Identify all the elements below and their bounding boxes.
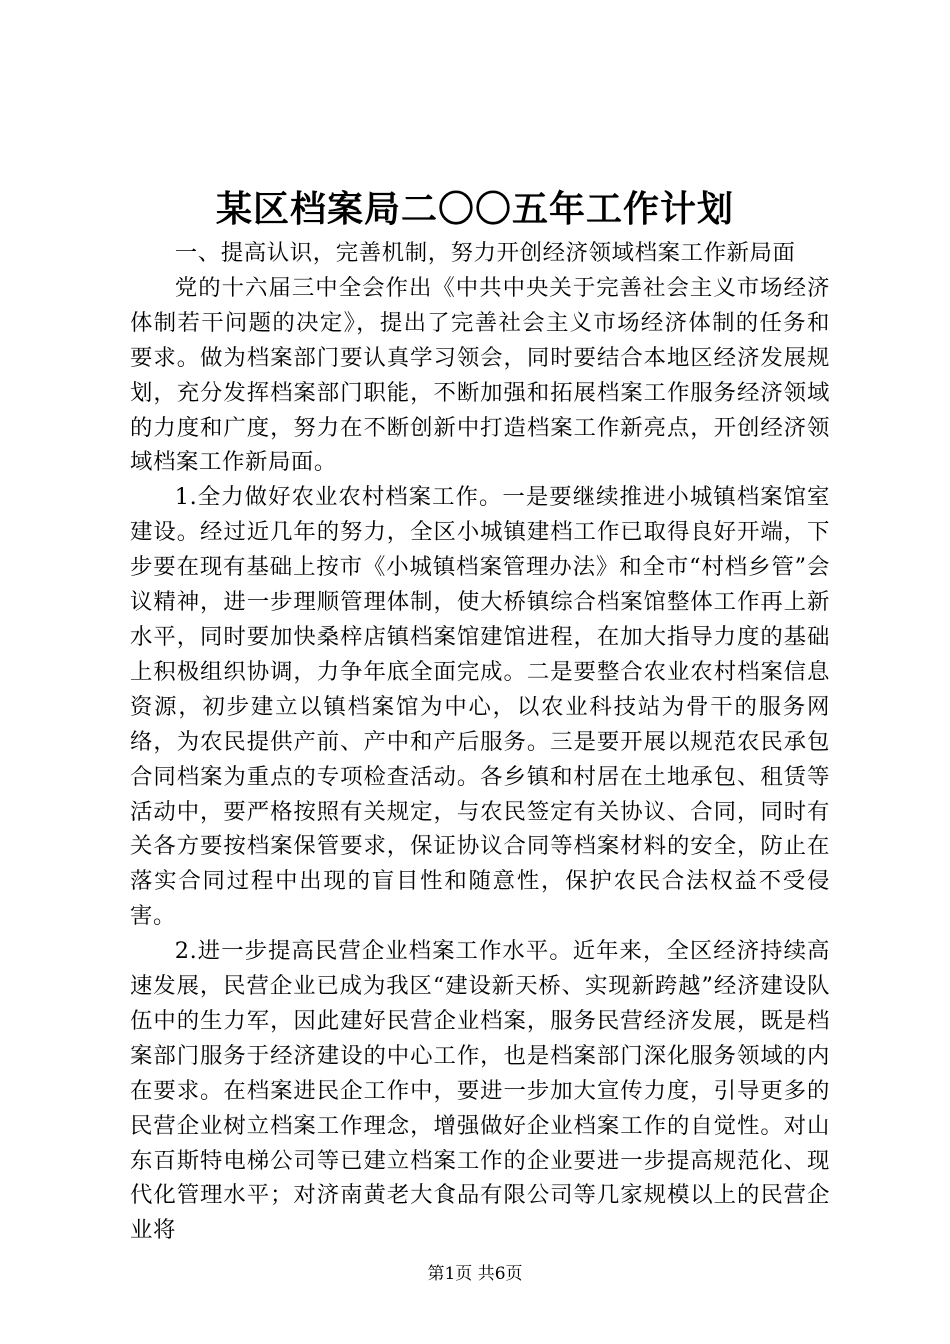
body-paragraph: 2.进一步提高民营企业档案工作水平。近年来，全区经济持续高速发展，民营企业已成为我区“建设新天桥、实现新跨越”经济建设队伍中的生力军，因此建好民营企业档案，服务民营经济发展，既是档案部门服务于经济建设的中心工作，也是档案部门深化服务领域的内在要求。在档案进民企工作中，要进一步加大宣传力度，引导更多的民营企业树立档案工作理念，增强做好企业档案工作的自觉性。对山东百斯特电梯公司等已建立档案工作的企业要进一步提高规范化、现代化管理水平；对济南黄老大食品有限公司等几家规模以上的民营企业将 bbox=[130, 938, 830, 1244]
page-footer: 第1页 共6页 bbox=[427, 1264, 523, 1284]
body-paragraph: 党的十六届三中全会作出《中共中央关于完善社会主义市场经济体制若干问题的决定》，提出了完善社会主义市场经济体制的任务和要求。做为档案部门要认真学习领会，同时要结合本地区经济发展规划，充分发挥档案部门职能，不断加强和拓展档案工作服务经济领域的力度和广度，努力在不断创新中打造档案工作新亮点，开创经济领域档案工作新局面。 bbox=[130, 274, 830, 476]
body-paragraph: 1.全力做好农业农村档案工作。一是要继续推进小城镇档案馆室建设。经过近几年的努力，全区小城镇建档工作已取得良好开端，下步要在现有基础上按市《小城镇档案管理办法》和全市“村档乡管”会议精神，进一步理顺管理体制，使大桥镇综合档案馆整体工作再上新水平，同时要加快桑梓店镇档案馆建馆进程，在加大指导力度的基础上积极组织协调，力争年底全面完成。二是要整合农业农村档案信息资源，初步建立以镇档案馆为中心，以农业科技站为骨干的服务网络，为农民提供产前、产中和产后服务。三是要开展以规范农民承包合同档案为重点的专项检查活动。各乡镇和村居在土地承包、租赁等活动中，要严格按照有关规定，与农民签定有关协议、合同，同时有关各方要按档案保管要求，保证协议合同等档案材料的安全，防止在落实合同过程中出现的盲目性和随意性，保护农民合法权益不受侵害。 bbox=[130, 484, 830, 930]
document-body bbox=[130, 236, 830, 1248]
document-title: 某区档案局二〇〇五年工作计划 bbox=[215, 188, 734, 230]
section-heading: 一、提高认识，完善机制，努力开创经济领域档案工作新局面 bbox=[174, 240, 796, 266]
